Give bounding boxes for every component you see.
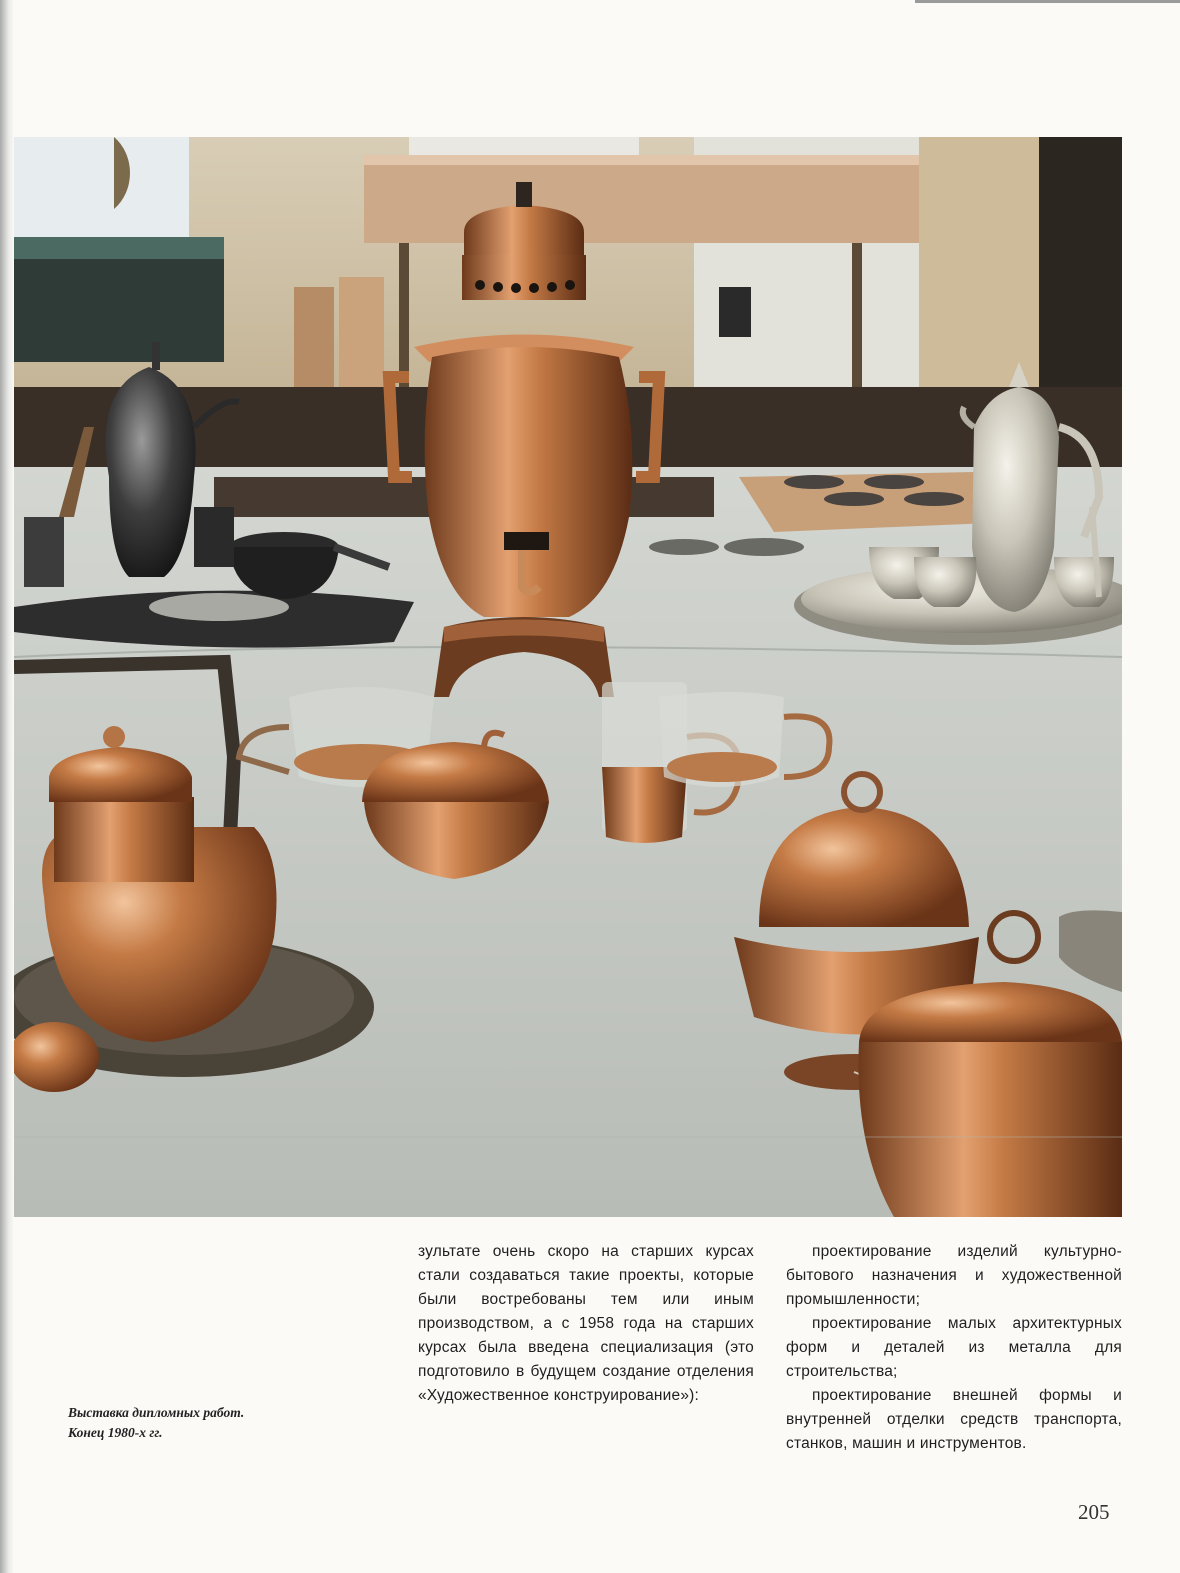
photo-caption: [68, 1403, 308, 1443]
text-column-middle: [418, 1240, 754, 1408]
exhibition-photo: [14, 137, 1122, 1217]
photo-illustration: [14, 137, 1122, 1217]
list-item: проектирование малых архитектурных форм и деталей из металла для строительства;: [786, 1315, 1122, 1380]
list-item: проектирование внешней формы и внутренней отделки средств транспорта, станков, машин и инструментов.: [786, 1387, 1122, 1452]
paragraph: зультате очень скоро на старших курсах стали создаваться такие проекты, которые были востребованы тем или иным производством, а с 1958 года на старших курсах была введена специализация (это подготовило в будущем создание отделения «Художественное конструирование»):: [418, 1243, 754, 1404]
page-binding-edge: [0, 0, 14, 1573]
top-rule: [915, 0, 1180, 3]
caption-line-2: Конец 1980-х гг.: [68, 1425, 163, 1440]
list-item: проектирование изделий культурно-бытового назначения и художественной промышленности;: [786, 1243, 1122, 1308]
page-number: 205: [1078, 1500, 1110, 1524]
text-column-right: [786, 1240, 1122, 1456]
caption-line-1: Выставка дипломных работ.: [68, 1405, 245, 1420]
